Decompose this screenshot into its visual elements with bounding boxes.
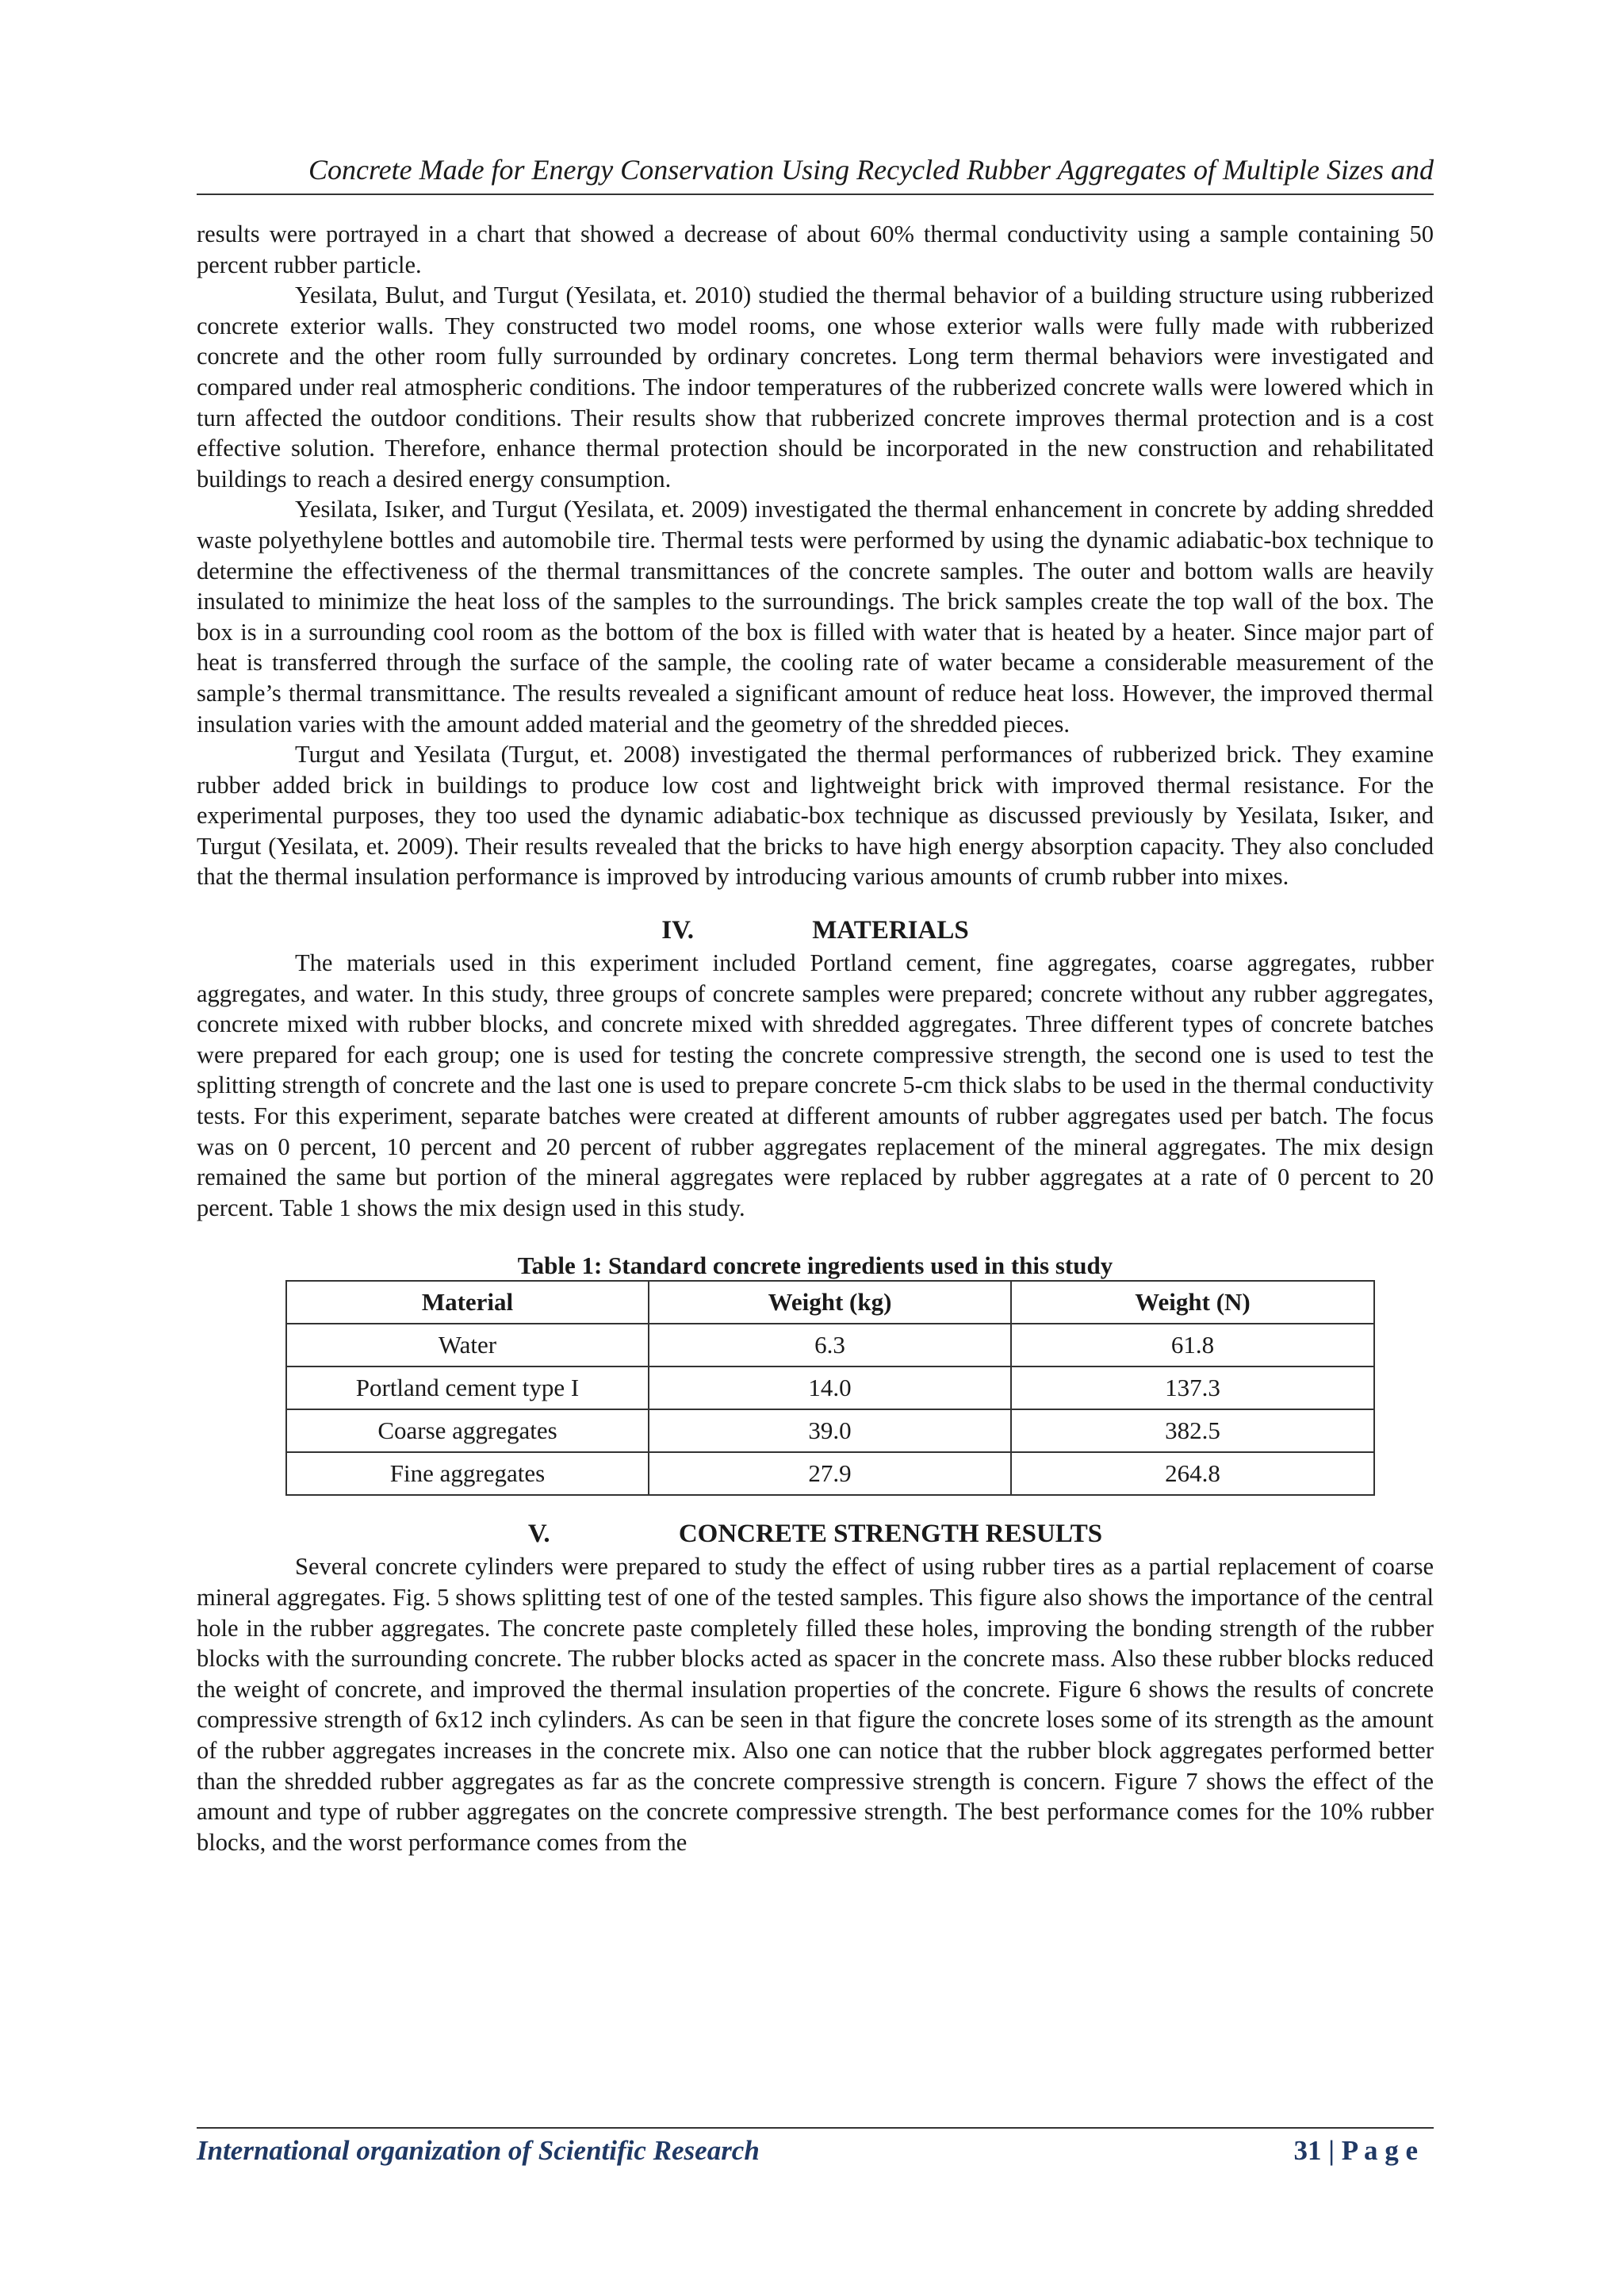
section-heading-materials (197, 914, 1434, 946)
paragraph: The materials used in this experiment included Portland cement, fine aggregates, coarse aggregates, rubber aggregates, and water. In this study, three groups of concrete samples were prepared; concrete without any rubber aggregates, concrete mixed with rubber blocks, and concrete mixed with shredded aggregates. Three different types of concrete batches were prepared for each group; one is used for testing the concrete compressive strength, the second one is used to test the splitting strength of concrete and the last one is used to prepare concrete 5-cm thick slabs to be used in the thermal conductivity tests. For this experiment, separate batches were created at different amounts of rubber aggregates used per batch. The focus was on 0 percent, 10 percent and 20 percent of rubber aggregates replacement of the mineral aggregates. The mix design remained the same but portion of the mineral aggregates were replaced by rubber aggregates at a rate of 0 percent to 20 percent. Table 1 shows the mix design used in this study. (197, 949, 1434, 1221)
section-number: V. (527, 1520, 550, 1549)
mix-design-table (285, 1280, 1375, 1496)
table-cell: Portland cement type I (286, 1366, 649, 1409)
table-row (286, 1409, 1374, 1452)
table-row (286, 1324, 1374, 1366)
table-header-cell: Material (286, 1281, 649, 1324)
table-cell: 137.3 (1011, 1366, 1374, 1409)
table-cell: 382.5 (1011, 1409, 1374, 1452)
paragraph: Yesilata, Isıker, and Turgut (Yesilata, et. 2009) investigated the thermal enhancement in concrete by adding shredded waste polyethylene bottles and automobile tire. Thermal tests were performed by using the dynamic adiabatic-box technique to determine the effectiveness of the thermal transmittances of the concrete samples. The outer and bottom walls are heavily insulated to minimize the heat loss of the samples to the surroundings. The brick samples create the top wall of the box. The box is in a surrounding cool room as the bottom of the box is filled with water that is heated by a heater. Since major part of heat is transferred through the surface of the sample, the cooling rate of water became a considerable measurement of the sample’s thermal transmittance. The results revealed a significant amount of reduce heat loss. However, the improved thermal insulation varies with the amount added material and the geometry of the shredded pieces. (197, 496, 1434, 738)
table-cell: Fine aggregates (286, 1452, 649, 1495)
section-title: MATERIALS (812, 916, 969, 945)
paragraph: Turgut and Yesilata (Turgut, et. 2008) investigated the thermal performances of rubberized brick. They examine rubber added brick in buildings to produce low cost and lightweight brick with improved thermal resistance. For the experimental purposes, they too used the dynamic adiabatic-box technique as discussed previously by Yesilata, Isıker, and Turgut (Yesilata, et. 2009). Their results revealed that the bricks to have high energy absorption capacity. They also concluded that the thermal insulation performance is improved by introducing various amounts of crumb rubber into mixes. (197, 741, 1434, 891)
table-header-cell: Weight (kg) (649, 1281, 1011, 1324)
page-number: 31 | P a g e (1293, 2135, 1418, 2166)
paragraph: results were portrayed in a chart that showed a decrease of about 60% thermal conductivity using a sample containing 50 percent rubber particle. (197, 220, 1434, 278)
table-cell: 39.0 (649, 1409, 1011, 1452)
header-rule (197, 194, 1434, 195)
table-row (286, 1452, 1374, 1495)
table-cell: 6.3 (649, 1324, 1011, 1366)
table-cell: Water (286, 1324, 649, 1366)
paragraph: Several concrete cylinders were prepared to study the effect of using rubber tires as a partial replacement of coarse mineral aggregates. Fig. 5 shows splitting test of one of the tested samples. This figure also shows the importance of the central hole in the rubber aggregates. The concrete paste completely filled these holes, improving the bonding strength of the rubber blocks with the surrounding concrete. The rubber blocks acted as spacer in the concrete mass. Also these rubber blocks reduced the weight of concrete, and improved the thermal insulation properties of the concrete. Figure 6 shows the results of concrete compressive strength of 6x12 inch cylinders. As can be seen in that figure the concrete loses some of its strength as the amount of the rubber aggregates increases in the concrete mix. Also one can notice that the rubber block aggregates performed better than the shredded rubber aggregates as far as the concrete compressive strength is concern. Figure 7 shows the effect of the amount and type of rubber aggregates on the concrete compressive strength. The best performance comes for the 10% rubber blocks, and the worst performance comes from the (197, 1553, 1434, 1856)
table-row (286, 1366, 1374, 1409)
footer-rule (197, 2127, 1434, 2129)
footer (197, 2133, 1434, 2168)
table-cell: 27.9 (649, 1452, 1011, 1495)
section-title: CONCRETE STRENGTH RESULTS (678, 1520, 1103, 1549)
table-cell: Coarse aggregates (286, 1409, 649, 1452)
paragraph: Yesilata, Bulut, and Turgut (Yesilata, et. 2010) studied the thermal behavior of a building structure using rubberized concrete exterior walls. They constructed two model rooms, one whose exterior walls were fully made with rubberized concrete and the other room fully surrounded by ordinary concretes. Long term thermal behaviors were investigated and compared under real atmospheric conditions. The indoor temperatures of the rubberized concrete walls were lowered which in turn affected the outdoor conditions. Their results show that rubberized concrete improves thermal protection and is a cost effective solution. Therefore, enhance thermal protection should be incorporated in the new construction and rehabilitated buildings to reach a desired energy consumption. (197, 282, 1434, 493)
table-header-row (286, 1281, 1374, 1324)
table-cell: 14.0 (649, 1366, 1011, 1409)
table-cell: 61.8 (1011, 1324, 1374, 1366)
running-head: Concrete Made for Energy Conservation Using Recycled Rubber Aggregates of Multiple Sizes and (308, 154, 1434, 186)
table-caption: Table 1: Standard concrete ingredients used in this study (517, 1251, 1113, 1280)
journal-name: International organization of Scientific Research (197, 2135, 760, 2166)
section-number: IV. (661, 916, 694, 945)
section-heading-strength (197, 1518, 1434, 1550)
body-text (197, 219, 1434, 1857)
table-header-cell: Weight (N) (1011, 1281, 1374, 1324)
table-cell: 264.8 (1011, 1452, 1374, 1495)
